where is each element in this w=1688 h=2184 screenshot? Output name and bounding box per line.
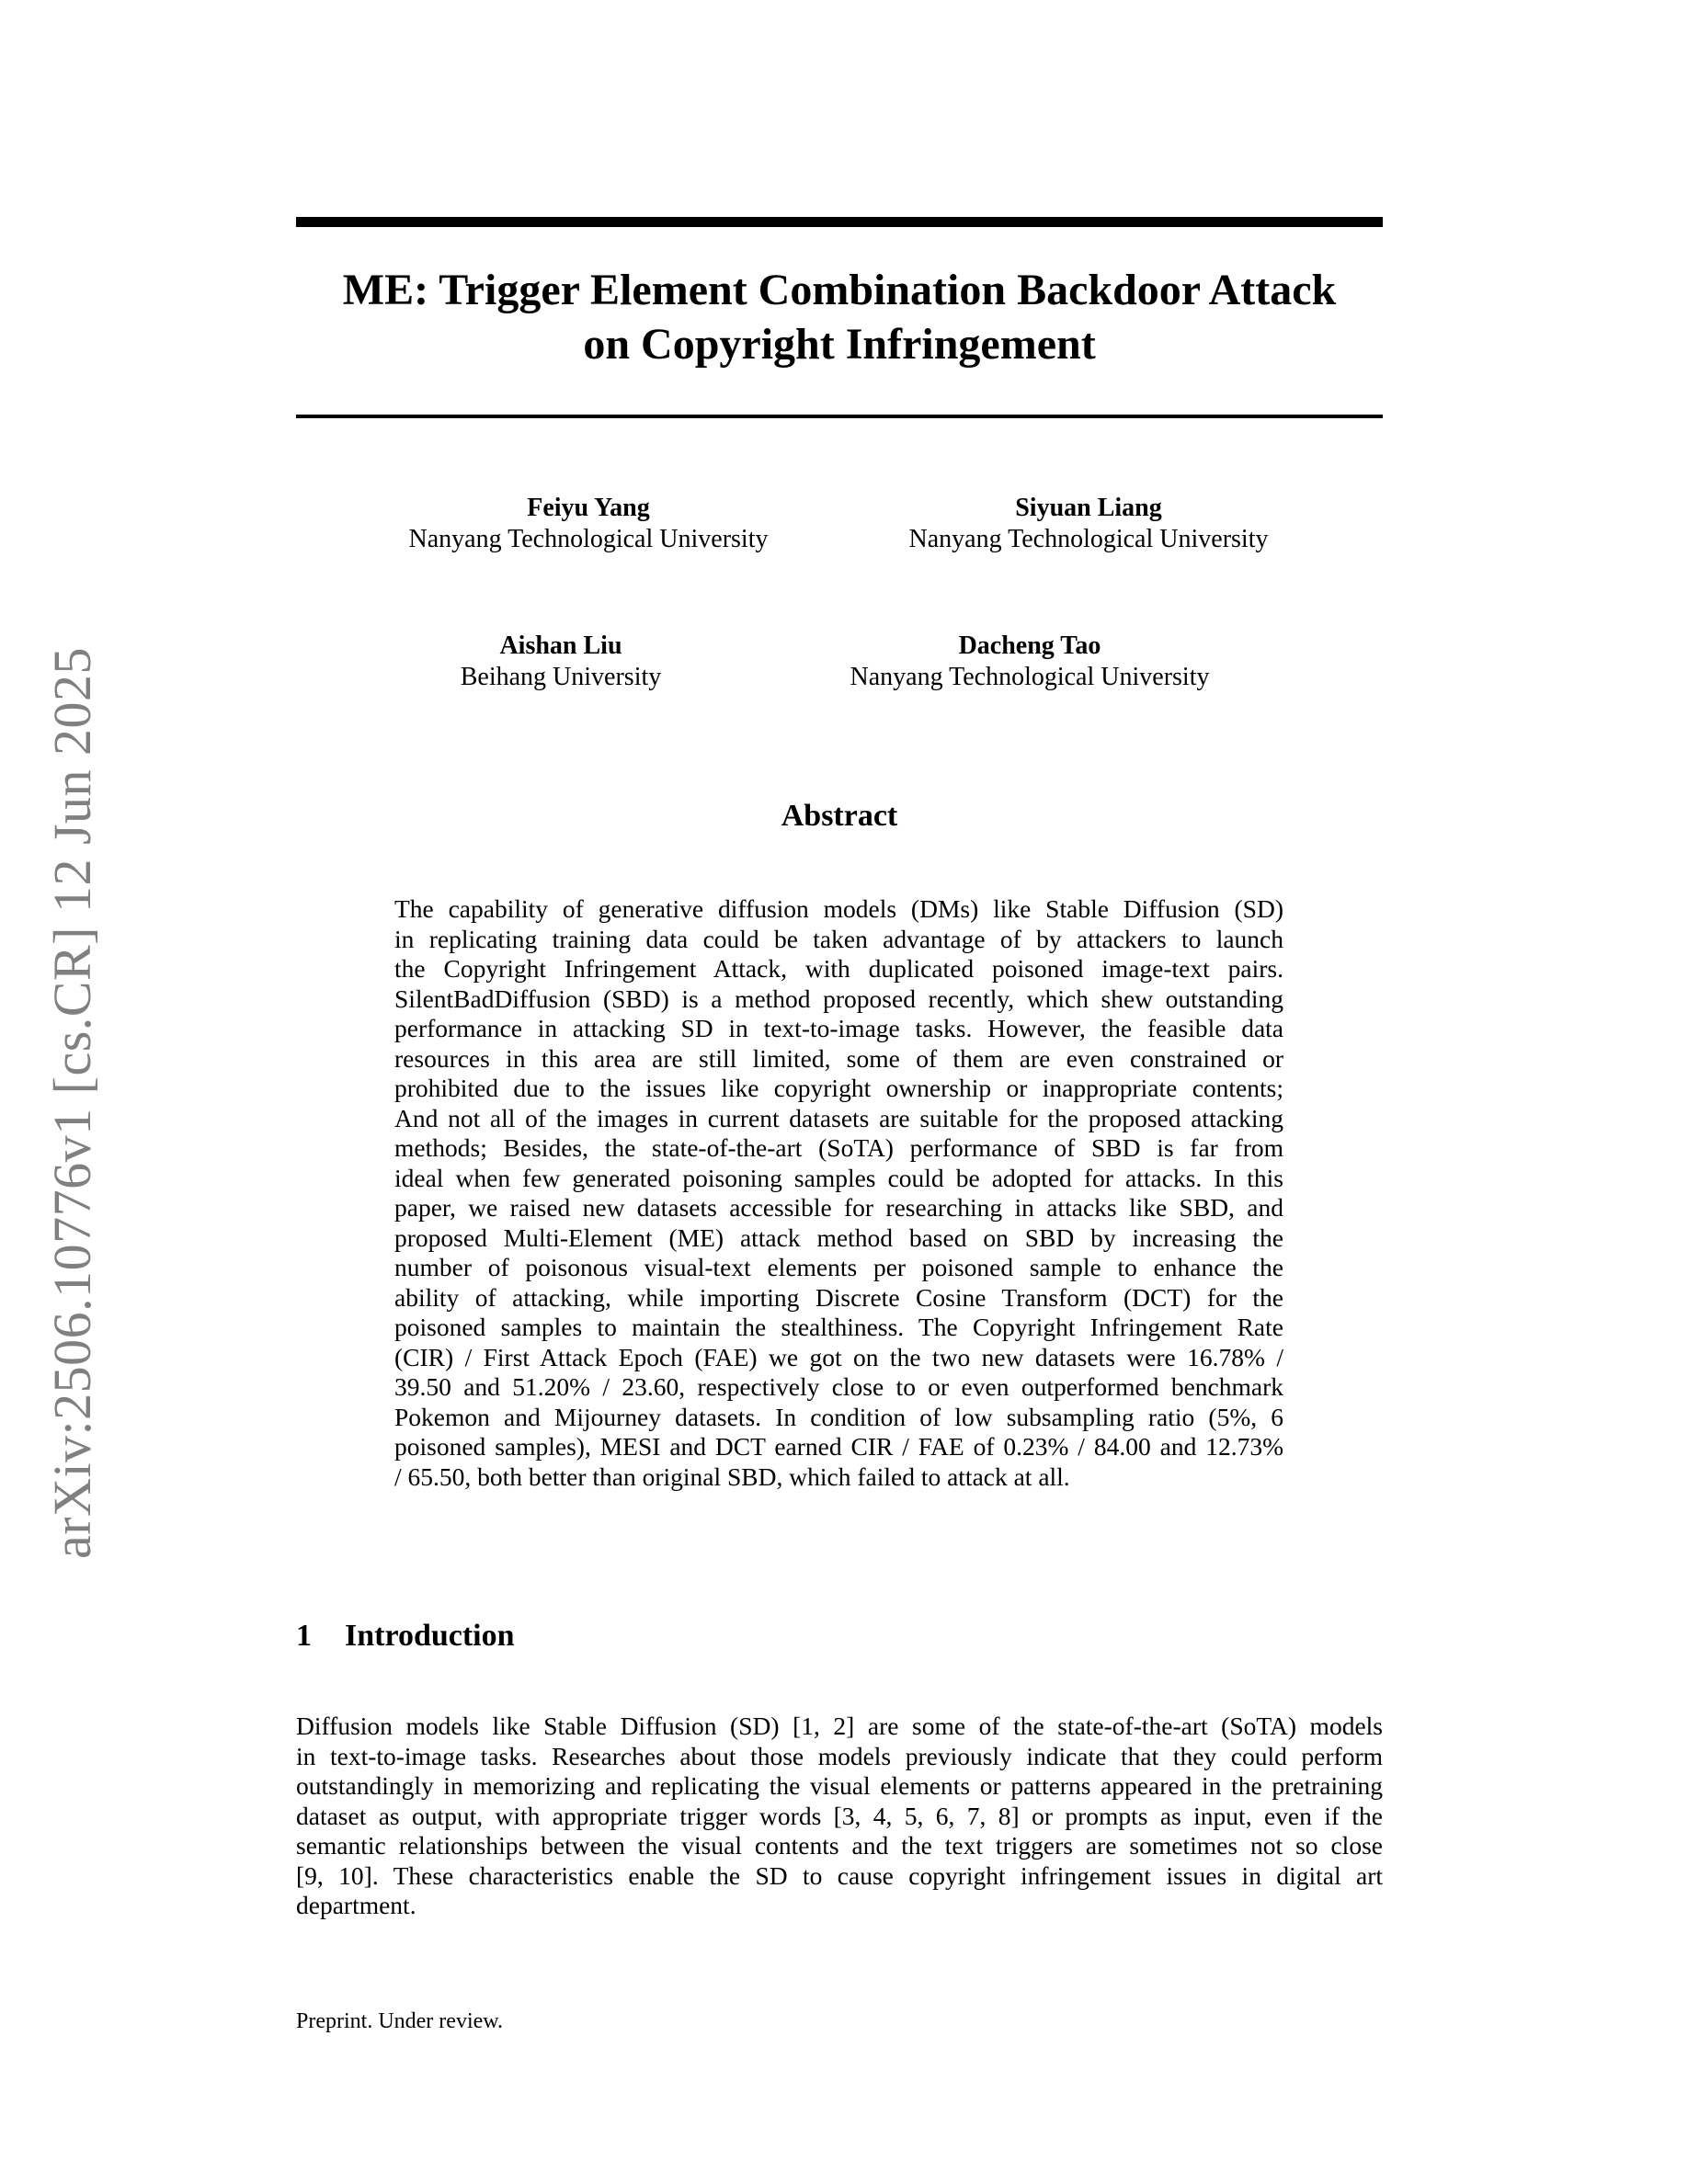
body-line: in text-to-image tasks. Researches about those models previously indicate that they could perform (296, 1741, 1383, 1770)
abstract-line: performance in attacking SD in text-to-image tasks. However, the feasible data (394, 1014, 1283, 1042)
title-bottom-rule (296, 415, 1383, 418)
abstract-line: prohibited due to the issues like copyright ownership or inappropriate contents; (394, 1074, 1283, 1102)
abstract-line: SilentBadDiffusion (SBD) is a method proposed recently, which shew outstanding (394, 984, 1283, 1013)
author-block (809, 631, 1250, 693)
abstract-line: The capability of generative diffusion models (DMs) like Stable Diffusion (SD) (394, 894, 1283, 923)
abstract-line: methods; Besides, the state-of-the-art (SoTA) performance of SBD is far from (394, 1133, 1283, 1162)
title-line-1: ME: Trigger Element Combination Backdoor Attack (342, 266, 1337, 314)
abstract-text (394, 894, 1283, 1492)
body-line: department. (296, 1891, 416, 1919)
author-affiliation: Beihang University (460, 663, 662, 691)
author-affiliation: Nanyang Technological University (850, 663, 1210, 691)
abstract-line: And not all of the images in current datasets are suitable for the proposed attacking (394, 1103, 1283, 1132)
abstract-line: resources in this area are still limited, some of them are even constrained or (394, 1043, 1283, 1073)
arxiv-identifier-stamp: arXiv:2506.10776v1 [cs.CR] 12 Jun 2025 (42, 646, 102, 1559)
abstract-line: poisoned samples), MESI and DCT earned CIR / FAE of 0.23% / 84.00 and 12.73% (394, 1432, 1283, 1461)
body-line: semantic relationships between the visual contents and the text triggers are sometimes not so close (296, 1831, 1383, 1860)
author-block (868, 493, 1309, 555)
abstract-line: / 65.50, both better than original SBD, which failed to attack at all. (394, 1462, 1070, 1491)
author-block (368, 493, 809, 555)
abstract-line: the Copyright Infringement Attack, with duplicated poisoned image-text pairs. (394, 954, 1283, 983)
abstract-line: 39.50 and 51.20% / 23.60, respectively close to or even outperformed benchmark (394, 1372, 1283, 1401)
author-affiliation: Nanyang Technological University (908, 525, 1269, 553)
section-heading (296, 1618, 515, 1655)
abstract-line: paper, we raised new datasets accessible for researching in attacks like SBD, and (394, 1193, 1283, 1222)
abstract-line: (CIR) / First Attack Epoch (FAE) we got on the two new datasets were 16.78% / (394, 1342, 1283, 1371)
body-line: dataset as output, with appropriate trigger words [3, 4, 5, 6, 7, 8] or prompts as input, even if the (296, 1801, 1383, 1830)
abstract-line: number of poisonous visual-text elements per poisoned sample to enhance the (394, 1253, 1283, 1281)
abstract-line: proposed Multi-Element (ME) attack method based on SBD by increasing the (394, 1223, 1283, 1252)
introduction-text (296, 1712, 1383, 1921)
section-number: 1 (296, 1619, 312, 1653)
author-name: Siyuan Liang (1015, 494, 1162, 522)
preprint-footnote: Preprint. Under review. (296, 2009, 504, 2033)
body-line: [9, 10]. These characteristics enable the SD to cause copyright infringement issues in digital art (296, 1860, 1383, 1890)
abstract-line: ability of attacking, while importing Discrete Cosine Transform (DCT) for the (394, 1282, 1283, 1312)
abstract-line: Pokemon and Mijourney datasets. In condition of low subsampling ratio (5%, 6 (394, 1402, 1283, 1431)
author-block (368, 631, 754, 693)
author-affiliation: Nanyang Technological University (408, 525, 769, 553)
abstract-line: ideal when few generated poisoning samples could be adopted for attacks. In this (394, 1163, 1283, 1192)
author-name: Feiyu Yang (527, 494, 650, 522)
paper-title (296, 263, 1383, 371)
abstract-heading: Abstract (781, 799, 898, 833)
title-line-2: on Copyright Infringement (583, 320, 1096, 369)
body-line: outstandingly in memorizing and replicating the visual elements or patterns appeared in the pretraining (296, 1771, 1383, 1800)
title-top-rule (296, 217, 1383, 227)
abstract-line: in replicating training data could be taken advantage of by attackers to launch (394, 924, 1283, 953)
body-line: Diffusion models like Stable Diffusion (SD) [1, 2] are some of the state-of-the-art (SoTA) models (296, 1712, 1383, 1740)
author-name: Aishan Liu (499, 631, 622, 660)
abstract-line: poisoned samples to maintain the stealthiness. The Copyright Infringement Rate (394, 1313, 1283, 1341)
author-name: Dacheng Tao (958, 631, 1101, 660)
section-title: Introduction (345, 1619, 515, 1653)
